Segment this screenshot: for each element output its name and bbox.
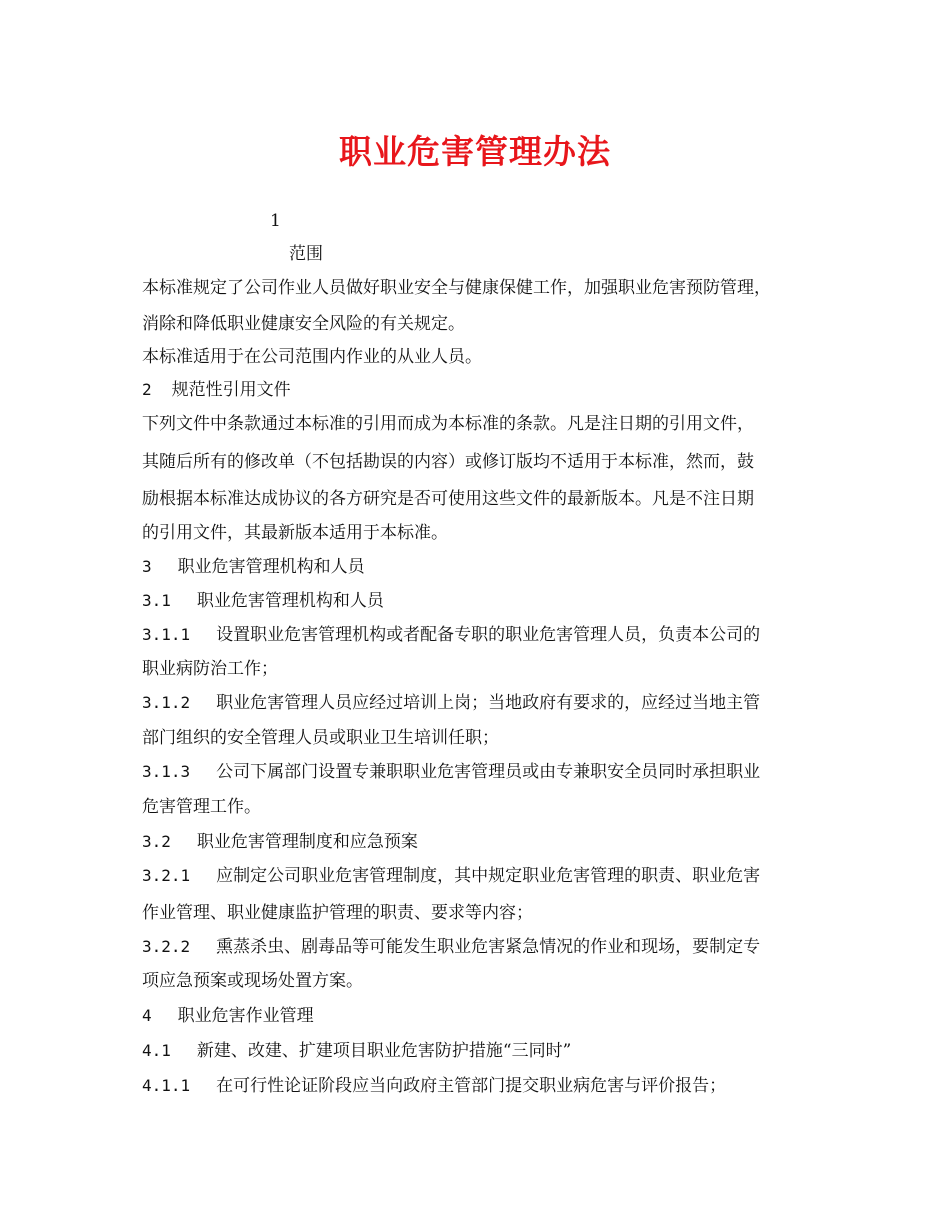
clause-3-1-2-number: 3.1.2 bbox=[142, 693, 191, 712]
clause-3-1-1-line-1 bbox=[142, 625, 760, 645]
section-3-1-title: 职业危害管理机构和人员 bbox=[196, 591, 384, 611]
clause-3-1-1-line-2: 职业病防治工作； bbox=[142, 659, 278, 679]
section-3-2-title: 职业危害管理制度和应急预案 bbox=[196, 832, 418, 852]
section-2-number: 2 bbox=[142, 380, 152, 399]
section-3-title: 职业危害管理机构和人员 bbox=[177, 557, 365, 577]
clause-4-1-1-line-1 bbox=[142, 1076, 726, 1096]
clause-4-1-1-number: 4.1.1 bbox=[142, 1076, 191, 1095]
clause-3-2-1-text: 应制定公司职业危害管理制度，其中规定职业危害管理的职责、职业危害 bbox=[216, 866, 761, 886]
section-1-number: 1 bbox=[270, 211, 281, 231]
section-4-1-number: 4.1 bbox=[142, 1041, 171, 1060]
clause-3-1-3-number: 3.1.3 bbox=[142, 762, 191, 781]
section-4-1-heading bbox=[142, 1041, 571, 1061]
section-4-1-title: 新建、改建、扩建项目职业危害防护措施“三同时” bbox=[196, 1041, 572, 1061]
section-3-1-heading bbox=[142, 591, 384, 611]
paragraph-3-line-3: 励根据本标准达成协议的各方研究是否可使用这些文件的最新版本。凡是不注日期 bbox=[142, 489, 754, 509]
clause-3-2-1-number: 3.2.1 bbox=[142, 866, 191, 885]
paragraph-3-line-4: 的引用文件，其最新版本适用于本标准。 bbox=[142, 523, 448, 543]
section-4-number: 4 bbox=[142, 1006, 152, 1025]
clause-3-2-2-text: 熏蒸杀虫、剧毒品等可能发生职业危害紧急情况的作业和现场，要制定专 bbox=[216, 937, 761, 957]
clause-3-1-2-line-1 bbox=[142, 693, 760, 713]
section-4-title: 职业危害作业管理 bbox=[177, 1006, 314, 1026]
clause-3-1-1-number: 3.1.1 bbox=[142, 625, 191, 644]
section-3-2-heading bbox=[142, 832, 418, 852]
clause-3-1-2-line-2: 部门组织的安全管理人员或职业卫生培训任职； bbox=[142, 728, 499, 748]
clause-3-1-3-text: 公司下属部门设置专兼职职业危害管理员或由专兼职安全员同时承担职业 bbox=[216, 762, 761, 782]
clause-3-2-2-line-1 bbox=[142, 937, 760, 957]
clause-3-1-3-line-2: 危害管理工作。 bbox=[142, 797, 261, 817]
section-2-heading bbox=[142, 380, 291, 400]
section-3-number: 3 bbox=[142, 557, 152, 576]
paragraph-3-line-1: 下列文件中条款通过本标准的引用而成为本标准的条款。凡是注日期的引用文件， bbox=[142, 414, 754, 434]
paragraph-2: 本标准适用于在公司范围内作业的从业人员。 bbox=[142, 347, 482, 367]
section-3-heading bbox=[142, 557, 365, 577]
clause-3-2-1-line-1 bbox=[142, 866, 760, 886]
clause-3-2-1-line-2: 作业管理、职业健康监护管理的职责、要求等内容； bbox=[142, 903, 533, 923]
section-1-title: 范围 bbox=[289, 244, 323, 264]
paragraph-1-line-1: 本标准规定了公司作业人员做好职业安全与健康保健工作，加强职业危害预防管理， bbox=[142, 278, 771, 298]
clause-3-1-2-text: 职业危害管理人员应经过培训上岗；当地政府有要求的，应经过当地主管 bbox=[216, 693, 761, 713]
clause-3-1-1-text: 设置职业危害管理机构或者配备专职的职业危害管理人员，负责本公司的 bbox=[216, 625, 761, 645]
section-3-1-number: 3.1 bbox=[142, 591, 171, 610]
clause-3-2-2-line-2: 项应急预案或现场处置方案。 bbox=[142, 971, 363, 991]
document-title: 职业危害管理办法 bbox=[339, 132, 611, 171]
clause-4-1-1-text: 在可行性论证阶段应当向政府主管部门提交职业病危害与评价报告； bbox=[216, 1076, 727, 1096]
section-3-2-number: 3.2 bbox=[142, 832, 171, 851]
section-2-title: 规范性引用文件 bbox=[171, 380, 291, 400]
paragraph-1-line-2: 消除和降低职业健康安全风险的有关规定。 bbox=[142, 314, 465, 334]
clause-3-1-3-line-1 bbox=[142, 762, 760, 782]
paragraph-3-line-2: 其随后所有的修改单（不包括勘误的内容）或修订版均不适用于本标准，然而，鼓 bbox=[142, 452, 754, 472]
clause-3-2-2-number: 3.2.2 bbox=[142, 937, 191, 956]
section-4-heading bbox=[142, 1006, 314, 1026]
